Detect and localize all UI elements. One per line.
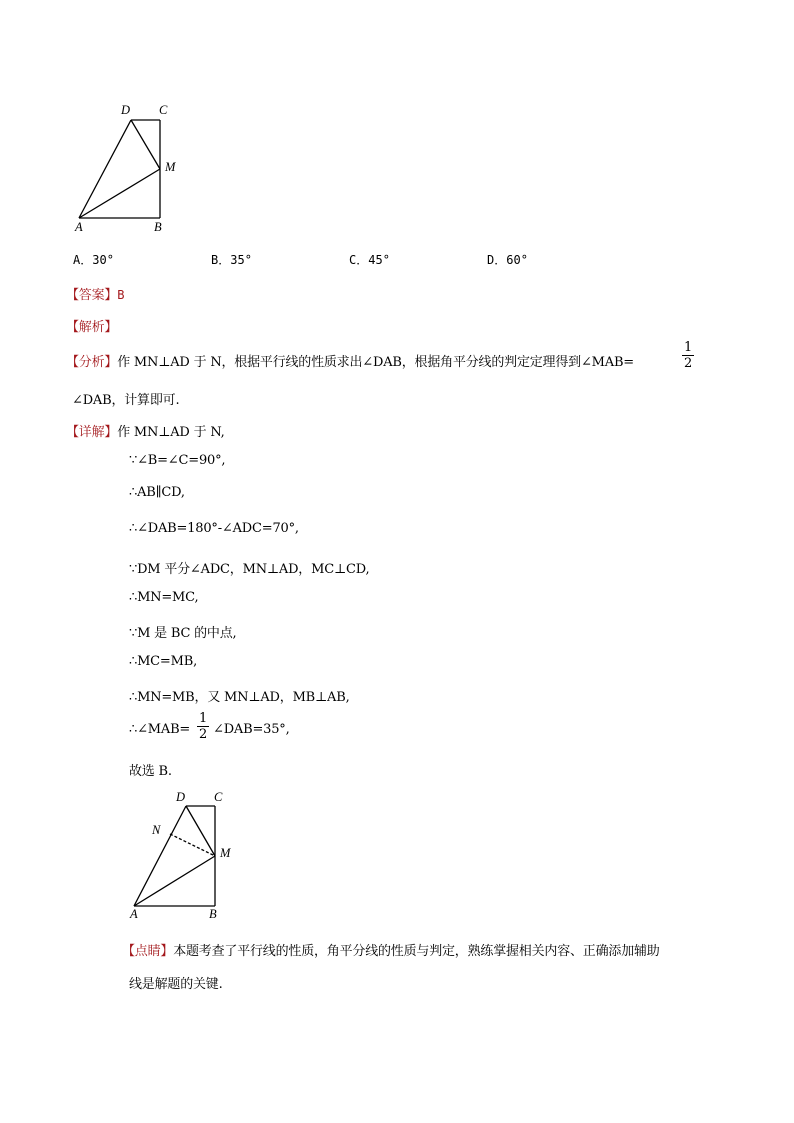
fig2-label-c: C	[214, 790, 223, 804]
option-b-letter: B	[211, 253, 219, 267]
fig2-edge-da	[134, 806, 186, 906]
answer-value: B	[117, 288, 125, 302]
step-final-pre: ∴∠MAB=	[129, 722, 191, 737]
dianjing-line-1	[122, 940, 660, 959]
fig2-label-b: B	[209, 907, 217, 921]
analysis-tag: 【解析】	[66, 320, 118, 335]
fenxi-frac-den: 2	[684, 356, 693, 371]
option-d: D．60°	[487, 253, 528, 267]
conclusion: 故选 B.	[129, 764, 172, 779]
fig2-label-n: N	[152, 823, 161, 837]
step-6: ∵M 是 BC 的中点,	[129, 626, 237, 641]
step-7: ∴MC=MB,	[129, 654, 198, 669]
option-c-letter: C	[349, 253, 357, 267]
step-1: ∵∠B=∠C=90°,	[129, 453, 226, 468]
fig2-segment-am	[134, 856, 215, 906]
final-frac-num: 1	[199, 711, 208, 726]
fenxi-tag: 【分析】	[66, 355, 118, 370]
step-4: ∵DM 平分∠ADC，MN⊥AD，MC⊥CD,	[129, 562, 370, 577]
fig1-label-c: C	[159, 103, 168, 117]
fig1-label-d: D	[121, 103, 131, 117]
option-a: A．30°	[73, 253, 114, 267]
dianjing-line-2: 线是解题的关键.	[129, 977, 223, 992]
step-3: ∴∠DAB=180°-∠ADC=70°,	[129, 521, 299, 536]
step-5: ∴MN=MC,	[129, 590, 199, 605]
step-8: ∴MN=MB，又 MN⊥AD，MB⊥AB,	[129, 690, 350, 705]
fenxi-frac-num: 1	[684, 340, 693, 355]
fenxi-line-2: ∠DAB，计算即可.	[72, 393, 180, 408]
step-2: ∴AB∥CD,	[129, 485, 185, 500]
fig1-label-b: B	[154, 220, 162, 234]
xiangjie-tag: 【详解】	[66, 425, 118, 440]
answer-tag: 【答案】	[66, 288, 118, 303]
option-b-value: 35°	[230, 253, 252, 267]
fig1-label-m: M	[165, 160, 176, 174]
option-d-value: 60°	[506, 253, 528, 267]
option-c-value: 45°	[368, 253, 390, 267]
fenxi-text-1: 作 MN⊥AD 于 N，根据平行线的性质求出∠DAB，根据角平分线的判定定理得到∠MAB=	[117, 355, 634, 370]
fig1-label-a: A	[75, 220, 83, 234]
xiangjie-first: 作 MN⊥AD 于 N,	[117, 425, 225, 440]
dianjing-tag: 【点睛】	[122, 944, 174, 959]
fig2-segment-dm	[186, 806, 215, 856]
final-frac-den: 2	[199, 727, 208, 742]
fig2-label-d: D	[176, 790, 186, 804]
option-b: B．35°	[211, 253, 252, 267]
fig2-label-a: A	[130, 907, 138, 921]
fig2-label-m: M	[220, 846, 231, 860]
option-c: C．45°	[349, 253, 390, 267]
option-d-letter: D	[487, 253, 495, 267]
option-a-value: 30°	[92, 253, 114, 267]
dianjing-text-1: 本题考查了平行线的性质，角平分线的性质与判定，熟练掌握相关内容、正确添加辅助	[173, 944, 660, 959]
step-final-post: ∠DAB=35°,	[213, 722, 290, 737]
option-a-letter: A	[73, 253, 81, 267]
